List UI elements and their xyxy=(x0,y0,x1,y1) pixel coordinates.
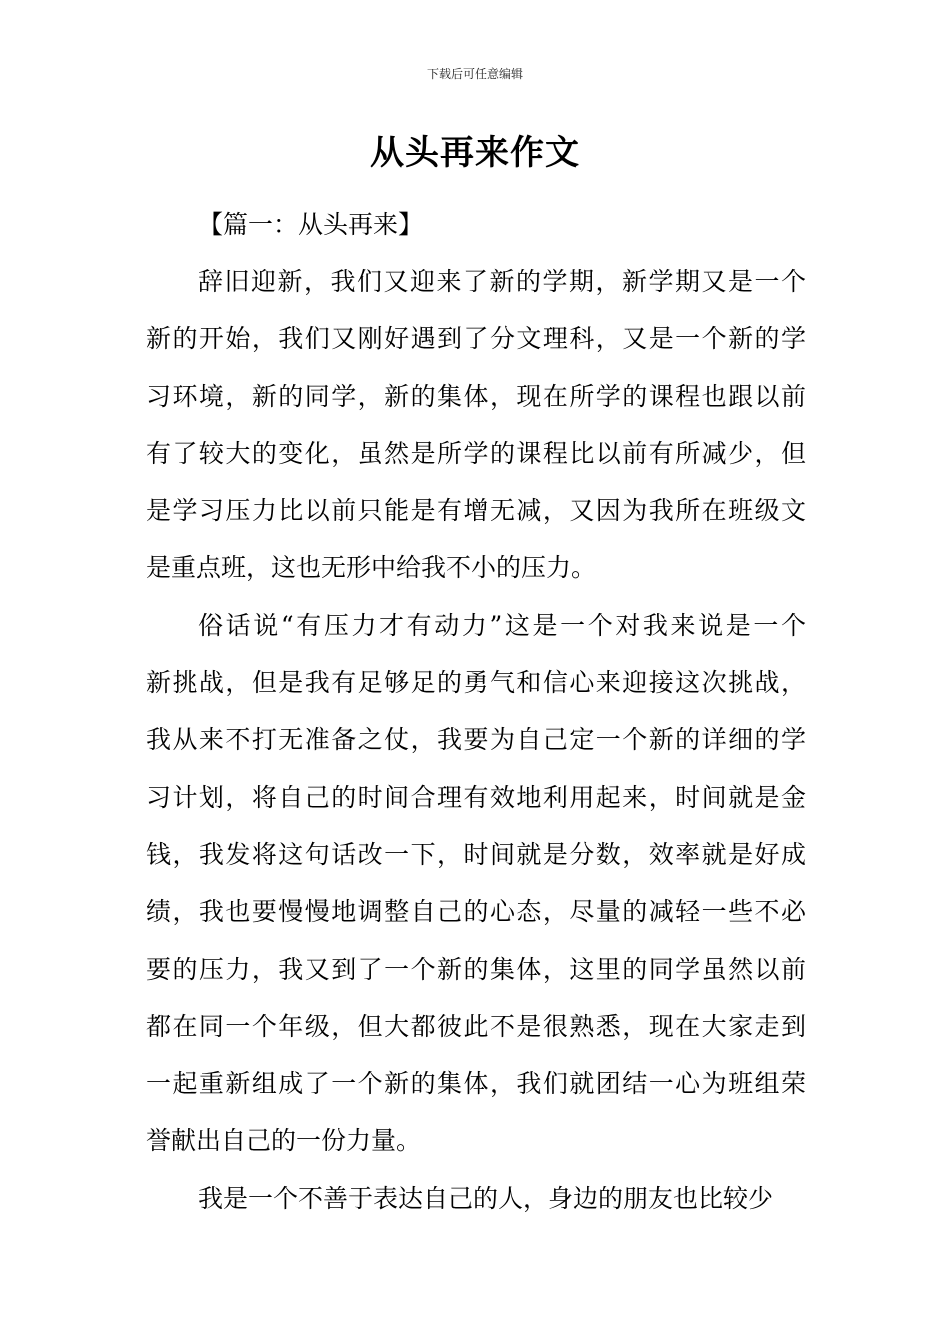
header-note: 下载后可任意编辑 xyxy=(426,67,523,81)
text-line: 绩，我也要慢慢地调整自己的心态，尽量的减轻一些不必 xyxy=(146,897,806,927)
text-line: 我从来不打无准备之仗，我要为自己定一个新的详细的学 xyxy=(146,725,806,755)
section-heading: 【篇一：从头再来】 xyxy=(198,210,424,239)
paragraph-2 xyxy=(146,597,806,1170)
paragraph-1 xyxy=(146,253,806,597)
text-line: 辞旧迎新，我们又迎来了新的学期，新学期又是一个 xyxy=(198,267,806,296)
text-line: 新的开始，我们又刚好遇到了分文理科，又是一个新的学 xyxy=(146,324,806,354)
paragraph-3 xyxy=(146,1170,806,1227)
text-line: 都在同一个年级，但大都彼此不是很熟悉，现在大家走到 xyxy=(146,1011,806,1041)
text-line: 新挑战，但是我有足够足的勇气和信心来迎接这次挑战， xyxy=(146,668,806,698)
text-line: 习计划，将自己的时间合理有效地利用起来，时间就是金 xyxy=(146,782,806,812)
text-line: 一起重新组成了一个新的集体，我们就团结一心为班组荣 xyxy=(146,1069,806,1099)
text-line: 誉献出自己的一份力量。 xyxy=(146,1126,422,1156)
text-line: 习环境，新的同学，新的集体，现在所学的课程也跟以前 xyxy=(146,381,806,411)
document-body xyxy=(146,196,806,1227)
text-line: 有了较大的变化，虽然是所学的课程比以前有所减少，但 xyxy=(146,438,806,468)
document-title: 从头再来作文 xyxy=(370,133,580,173)
text-line: 俗话说“有压力才有动力”这是一个对我来说是一个 xyxy=(198,610,806,640)
text-line: 要的压力，我又到了一个新的集体，这里的同学虽然以前 xyxy=(146,954,806,984)
text-line: 钱，我发将这句话改一下，时间就是分数，效率就是好成 xyxy=(146,839,806,869)
text-line: 是重点班，这也无形中给我不小的压力。 xyxy=(146,553,597,583)
text-line: 我是一个不善于表达自己的人，身边的朋友也比较少 xyxy=(198,1183,774,1213)
text-line: 是学习压力比以前只能是有增无减，又因为我所在班级文 xyxy=(146,496,806,526)
